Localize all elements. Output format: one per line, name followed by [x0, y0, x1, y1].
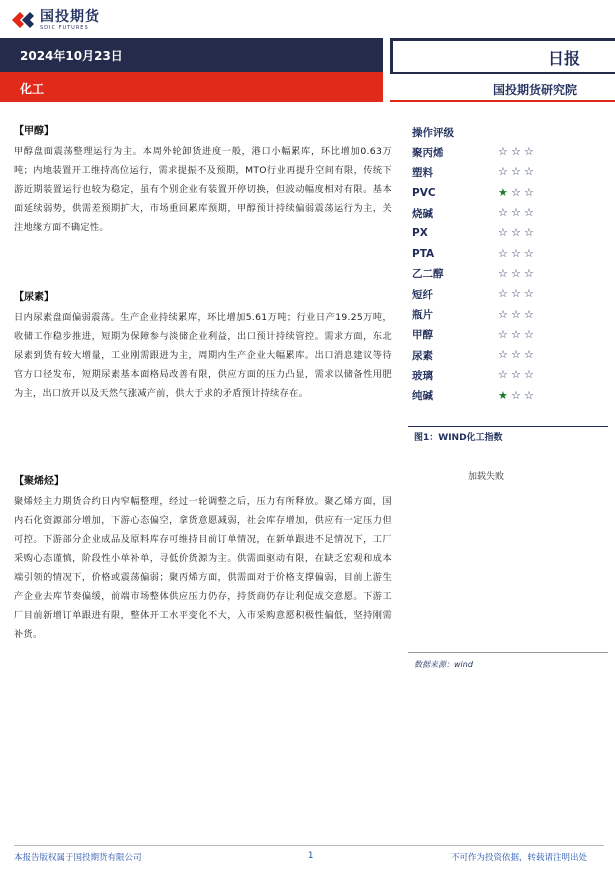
section-title: 【尿素】	[14, 292, 54, 303]
rating-stars	[498, 187, 537, 199]
company-logo	[10, 8, 100, 32]
figure-bottom-rule	[408, 652, 608, 653]
footer-copyright: 本报告版权属于国投期货有限公司	[14, 853, 142, 863]
rating-stars	[498, 268, 537, 280]
rating-stars	[498, 309, 537, 321]
report-date: 2024年10月23日	[20, 49, 123, 63]
star-outline-icon: ☆	[524, 145, 534, 159]
rating-row	[412, 142, 602, 162]
rating-row	[412, 325, 602, 345]
rating-product-name: 甲醇	[412, 329, 433, 342]
rating-row	[412, 162, 602, 182]
rating-panel	[412, 124, 602, 406]
section-body: 聚烯烃主力期货合约日内窄幅整理，经过一轮调整之后，压力有所释放。聚乙烯方面，国内石化资源部分增加，下游心态偏空，拿货意愿减弱，社会库存增加，供应有一定压力但可控。下游部分企业成品及原料库存可维持目前订单情况，在新单跟进不足情况下，工厂采购心态谨慎，阶段性小单补单，寻低价货源为主。供需面驱动有限，在缺乏宏观和成本端引领的情况下，价格或震荡偏弱；聚丙烯方面，供需面对于价格支撑偏弱，目前上游生产企业去库节奏偏缓，前端市场整体供应压力仍存，持货商仍存让利促成交意愿。下游工厂目前新增订单跟进有限，整体开工水平变化不大，入市采购意愿积极性偏低，坚持刚需补货。	[14, 496, 392, 640]
rating-product-name: 瓶片	[412, 309, 433, 322]
rating-product-name: 聚丙烯	[412, 146, 444, 159]
rating-product-name: 塑料	[412, 166, 433, 179]
star-outline-icon: ☆	[524, 307, 534, 321]
section-methanol	[14, 122, 392, 237]
star-outline-icon: ☆	[498, 327, 508, 341]
star-outline-icon: ☆	[524, 287, 534, 301]
star-outline-icon: ☆	[524, 388, 534, 402]
figure-load-status: 加载失败	[468, 472, 505, 482]
star-outline-icon: ☆	[524, 165, 534, 179]
star-outline-icon: ☆	[498, 287, 508, 301]
star-outline-icon: ☆	[511, 307, 521, 321]
figure-source: 数据来源：wind	[414, 660, 473, 669]
rating-row	[412, 223, 602, 243]
rating-row	[412, 345, 602, 365]
section-title: 【聚烯烃】	[14, 476, 64, 487]
rating-row	[412, 243, 602, 263]
figure-caption: 图1：WIND化工指数	[414, 433, 503, 443]
rating-row	[412, 304, 602, 324]
rating-stars	[498, 288, 537, 300]
star-outline-icon: ☆	[524, 348, 534, 362]
rating-row	[412, 386, 602, 406]
report-title: 日报	[548, 49, 581, 68]
rating-row	[412, 264, 602, 284]
star-outline-icon: ☆	[511, 206, 521, 220]
rating-product-name: 短纤	[412, 288, 433, 301]
logo-text: 国投期货	[40, 8, 100, 25]
star-outline-icon: ☆	[511, 388, 521, 402]
star-filled-icon: ★	[498, 388, 508, 402]
star-outline-icon: ☆	[511, 368, 521, 382]
star-outline-icon: ☆	[511, 266, 521, 280]
star-outline-icon: ☆	[498, 368, 508, 382]
section-urea	[14, 288, 392, 403]
rating-title: 操作评级	[412, 127, 454, 139]
star-outline-icon: ☆	[524, 206, 534, 220]
rating-stars	[498, 248, 537, 260]
section-body: 日内尿素盘面偏弱震荡。生产企业持续累库，环比增加5.61万吨；行业日产19.25万吨，收储工作稳步推进，短期为保障参与淡储企业利益，出口预计持续管控。需求方面，东北尿素到货有较大增量，工业刚需跟进为主，周期内生产企业大幅累库。出口消息建议等待官方口径发布，短期尿素基本面格局改善有限，供应方面的压力凸显，需求以储备性用肥为主，出口放开以及天然气涨减产前，供大于求的矛盾预计持续存在。	[14, 312, 392, 399]
star-outline-icon: ☆	[498, 266, 508, 280]
star-outline-icon: ☆	[511, 226, 521, 240]
rating-stars	[498, 390, 537, 402]
star-outline-icon: ☆	[524, 368, 534, 382]
rating-stars	[498, 369, 537, 381]
rating-product-name: PTA	[412, 247, 435, 260]
star-outline-icon: ☆	[511, 246, 521, 260]
star-outline-icon: ☆	[511, 327, 521, 341]
star-outline-icon: ☆	[498, 206, 508, 220]
star-outline-icon: ☆	[524, 327, 534, 341]
report-institute: 国投期货研究院	[493, 83, 578, 97]
rating-product-name: 乙二醇	[412, 268, 444, 281]
star-outline-icon: ☆	[511, 145, 521, 159]
logo-mark-icon	[10, 10, 36, 30]
rating-product-name: 玻璃	[412, 369, 433, 382]
rating-row	[412, 203, 602, 223]
star-outline-icon: ☆	[498, 145, 508, 159]
report-sector: 化工	[20, 82, 45, 96]
rating-product-name: 尿素	[412, 349, 433, 362]
rating-product-name: 纯碱	[412, 390, 433, 403]
star-outline-icon: ☆	[524, 246, 534, 260]
rating-stars	[498, 329, 537, 341]
star-filled-icon: ★	[498, 185, 508, 199]
header-bottom-rule	[390, 100, 615, 102]
rating-product-name: PX	[412, 227, 428, 240]
star-outline-icon: ☆	[498, 226, 508, 240]
rating-row	[412, 284, 602, 304]
section-body: 甲醇盘面震荡整理运行为主。本周外轮卸货进度一般，港口小幅累库，环比增加0.63万吨；内地装置开工维持高位运行，需求提振不及预期，MTO行业再提升空间有限，传统下游近期装置运行也较为稳定，虽有个别企业有装置开停切换，但波动幅度相对有限。基本面延续弱势，供需差预期扩大，市场重回累库预期，甲醇预计持续偏弱震荡运行为主，关注地缘方面不确定性。	[14, 146, 392, 233]
section-title: 【甲醇】	[14, 126, 54, 137]
rating-stars	[498, 146, 537, 158]
star-outline-icon: ☆	[511, 185, 521, 199]
rating-row	[412, 183, 602, 203]
figure-top-rule	[408, 426, 608, 427]
star-outline-icon: ☆	[498, 307, 508, 321]
star-outline-icon: ☆	[498, 348, 508, 362]
header-divider	[390, 72, 615, 74]
rating-stars	[498, 349, 537, 361]
header-sector-bar	[0, 72, 383, 102]
section-polyolefin	[14, 472, 392, 644]
star-outline-icon: ☆	[511, 165, 521, 179]
footer-page-number: 1	[308, 851, 314, 861]
star-outline-icon: ☆	[498, 246, 508, 260]
footer-disclaimer: 不可作为投资依据，转载请注明出处	[451, 853, 588, 863]
star-outline-icon: ☆	[524, 185, 534, 199]
rating-stars	[498, 166, 537, 178]
star-outline-icon: ☆	[498, 165, 508, 179]
logo-subtext: SDIC FUTURES	[40, 24, 89, 31]
footer-rule	[14, 845, 604, 846]
rating-row	[412, 365, 602, 385]
rating-product-name: 烧碱	[412, 207, 433, 220]
rating-stars	[498, 207, 537, 219]
rating-product-name: PVC	[412, 186, 436, 199]
star-outline-icon: ☆	[511, 348, 521, 362]
rating-stars	[498, 227, 537, 239]
star-outline-icon: ☆	[524, 266, 534, 280]
star-outline-icon: ☆	[524, 226, 534, 240]
star-outline-icon: ☆	[511, 287, 521, 301]
